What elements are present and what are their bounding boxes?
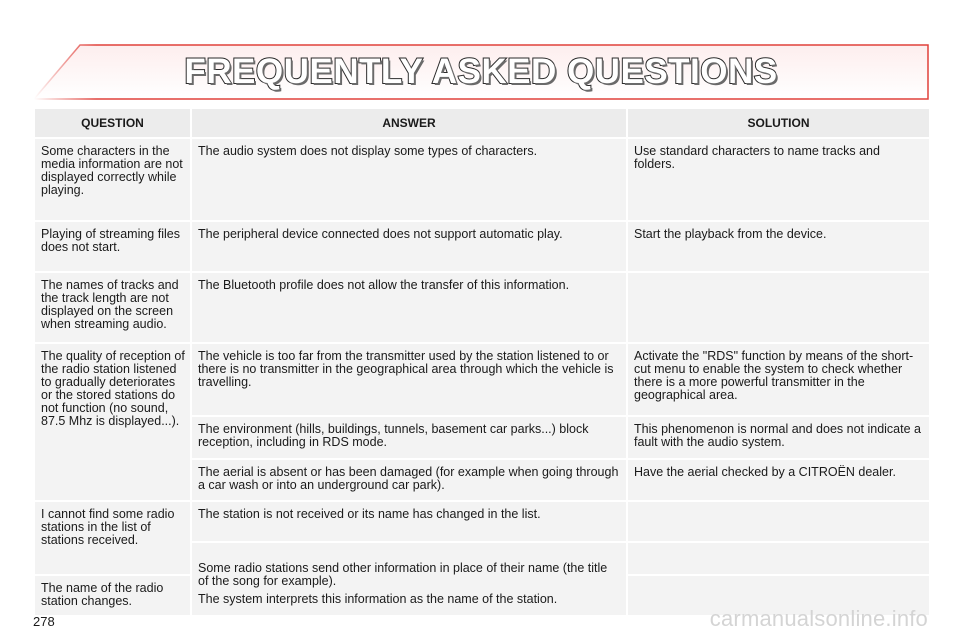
solution-cell (627, 542, 930, 575)
table-row (34, 221, 930, 272)
answer-cell: The aerial is absent or has been damaged (for example when going through a car wash or into an underground car park). (191, 459, 627, 501)
answer-cell: The Bluetooth profile does not allow the transfer of this information. (191, 272, 627, 343)
answer-text: Some radio stations send other information in place of their name (the title of the song for example). (198, 561, 608, 588)
column-header-answer: ANSWER (191, 108, 627, 138)
question-cell: The quality of reception of the radio station listened to gradually deteriorates or the stored stations do not function (no sound, 87.5 Mhz is displayed...). (34, 343, 191, 501)
column-header-question: QUESTION (34, 108, 191, 138)
column-header-solution: SOLUTION (627, 108, 930, 138)
table-header-row (34, 108, 930, 138)
solution-cell: Have the aerial checked by a CITROËN dealer. (627, 459, 930, 501)
solution-cell: Use standard characters to name tracks and folders. (627, 138, 930, 221)
page-number: 278 (33, 614, 55, 629)
solution-cell (627, 501, 930, 542)
question-cell: The names of tracks and the track length are not displayed on the screen when streaming audio. (34, 272, 191, 343)
watermark: carmanualsonline.info (709, 606, 928, 631)
table-row (34, 501, 930, 542)
question-cell: Playing of streaming files does not start. (34, 221, 191, 272)
table-row (34, 343, 930, 416)
page-title: FREQUENTLY ASKED QUESTIONS (184, 52, 778, 91)
solution-cell: Start the playback from the device. (627, 221, 930, 272)
answer-cell: The vehicle is too far from the transmitter used by the station listened to or there is no transmitter in the geographical area through which the vehicle is travelling. (191, 343, 627, 416)
answer-cell (191, 542, 627, 616)
question-cell: I cannot find some radio stations in the list of stations received. (34, 501, 191, 575)
faq-table (33, 107, 931, 617)
question-cell: Some characters in the media information are not displayed correctly while playing. (34, 138, 191, 221)
table-row (34, 272, 930, 343)
question-cell: The name of the radio station changes. (34, 575, 191, 616)
answer-text: The system interprets this information as the name of the station. (198, 592, 558, 606)
answer-cell: The audio system does not display some types of characters. (191, 138, 627, 221)
header-banner (33, 44, 929, 100)
solution-cell: Activate the "RDS" function by means of the short-cut menu to enable the system to check whether there is a more powerful transmitter in the geographical area. (627, 343, 930, 416)
solution-cell (627, 272, 930, 343)
answer-cell: The station is not received or its name has changed in the list. (191, 501, 627, 542)
answer-cell: The peripheral device connected does not support automatic play. (191, 221, 627, 272)
solution-cell: This phenomenon is normal and does not indicate a fault with the audio system. (627, 416, 930, 459)
answer-cell: The environment (hills, buildings, tunnels, basement car parks...) block reception, including in RDS mode. (191, 416, 627, 459)
table-row (34, 138, 930, 221)
